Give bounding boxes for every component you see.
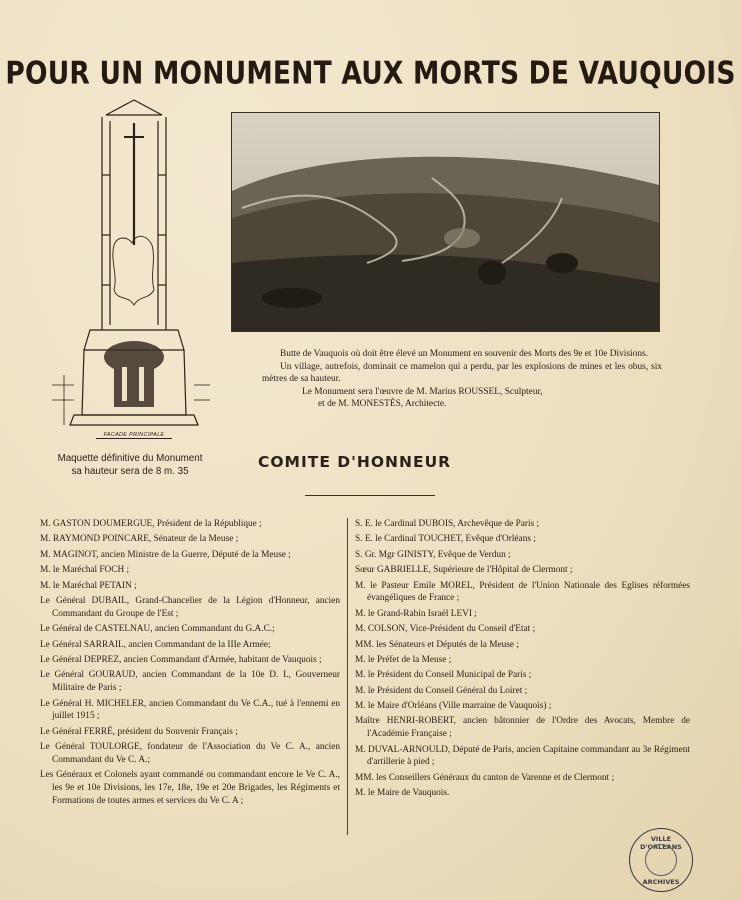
right-column bbox=[355, 518, 690, 803]
stamp-bottom-text: ARCHIVES bbox=[642, 878, 680, 886]
list-item: Les Généraux et Colonels ayant commandé ou commandant encore le Ve C. A., les 9e et 10e Divisions, les 17e, 18e, 19e et 20e Brigades, les Régiments et Formations de toutes armes et services du Ve C. A ; bbox=[40, 770, 340, 806]
list-item: MM. les Sénateurs et Députés de la Meuse ; bbox=[355, 639, 519, 650]
monument-plan-label: FACADE PRINCIPALE bbox=[96, 432, 172, 439]
archive-stamp bbox=[629, 828, 693, 892]
list-item: M. le Maire de Vauquois. bbox=[355, 788, 450, 799]
list-item: M. le Préfet de la Meuse ; bbox=[355, 654, 452, 665]
monument-caption-line-2: sa hauteur sera de 8 m. 35 bbox=[71, 466, 189, 477]
list-item: Le Général H. MICHELER, ancien Commandant du Ve C.A., tué à l'ennemi en juillet 1915 ; bbox=[40, 698, 340, 722]
list-item: Le Général FERRÉ, président du Souvenir Français ; bbox=[40, 726, 238, 737]
landscape-photo-icon bbox=[232, 113, 659, 331]
photo-caption-line: Un village, autrefois, dominait ce mamelon qui a perdu, par les explosions de mines et les obus, six mètres de sa hauteur. bbox=[262, 361, 662, 384]
list-item: Le Général de CASTELNAU, ancien Commandant du G.A.C.; bbox=[40, 624, 275, 635]
list-item: MM. les Conseillers Généraux du canton de Varenne et de Clermont ; bbox=[355, 772, 615, 783]
list-item: S. E. le Cardinal TOUCHET, Evêque d'Orléans ; bbox=[355, 534, 536, 545]
list-item: M. DUVAL-ARNOULD, Député de Paris, ancien Capitaine commandant au 3e Régiment d'artillerie à pied ; bbox=[355, 744, 690, 768]
list-item: Le Général SARRAIL, ancien Commandant de la IIIe Armée; bbox=[40, 639, 271, 650]
page-title: POUR UN MONUMENT AUX MORTS DE VAUQUOIS bbox=[5, 55, 736, 92]
stamp-inner-ring bbox=[645, 844, 677, 876]
list-item: Le Général DUBAIL, Grand-Chancelier de la Légion d'Honneur, ancien Commandant du Groupe de l'Est ; bbox=[40, 595, 340, 619]
list-item: Le Général TOULORGE, fondateur de l'Association du Ve C. A., ancien Commandant du Ve C. A.; bbox=[40, 742, 340, 765]
list-item: Le Général GOURAUD, ancien Commandant de la 10e D. I., Gouverneur Militaire de Paris ; bbox=[40, 670, 340, 694]
list-item: M. le Pasteur Emile MOREL, Président de l'Union Nationale des Eglises réformées évangéliques de France ; bbox=[355, 580, 690, 604]
divider bbox=[305, 495, 435, 496]
vauquois-photo bbox=[231, 112, 660, 332]
photo-caption bbox=[262, 348, 662, 411]
list-item: Sœur GABRIELLE, Supérieure de l'Hôpital de Clermont ; bbox=[355, 565, 573, 576]
monument-caption bbox=[40, 452, 220, 478]
list-item: Le Général DEPREZ, ancien Commandant d'Armée, habitant de Vauquois ; bbox=[40, 654, 322, 665]
list-item: M. le Maréchal PETAIN ; bbox=[40, 580, 137, 591]
monument-sketch-icon bbox=[44, 95, 214, 440]
list-item: M. le Président du Conseil Municipal de Paris ; bbox=[355, 670, 532, 681]
list-item: Maître HENRI-ROBERT, ancien bâtonnier de l'Ordre des Avocats, Membre de l'Académie Française ; bbox=[355, 716, 690, 740]
list-item: M. le Président du Conseil Général du Loiret ; bbox=[355, 685, 528, 696]
list-item: M. le Maréchal FOCH ; bbox=[40, 565, 130, 576]
monument-caption-line-1: Maquette définitive du Monument bbox=[57, 453, 203, 464]
stamp-top-text: VILLE D'ORLEANS bbox=[640, 835, 682, 851]
list-item: M. COLSON, Vice-Président du Conseil d'Etat ; bbox=[355, 624, 536, 635]
list-item: M. MAGINOT, ancien Ministre de la Guerre, Député de la Meuse ; bbox=[40, 549, 291, 560]
column-divider bbox=[347, 518, 348, 835]
photo-caption-line: Butte de Vauquois où doit être élevé un Monument en souvenir des Morts des 9e et 10e Divisions. bbox=[280, 349, 648, 359]
monument-drawing bbox=[44, 95, 214, 440]
committee-heading: COMITE D'HONNEUR bbox=[258, 453, 452, 471]
list-item: M. RAYMOND POINCARE, Sénateur de la Meuse ; bbox=[40, 534, 239, 545]
list-item: M. le Grand-Rabin Israël LEVI ; bbox=[355, 608, 477, 619]
list-item: S. E. le Cardinal DUBOIS, Archevêque de Paris ; bbox=[355, 519, 540, 529]
list-item: M. le Maire d'Orléans (Ville marraine de Vauquois) ; bbox=[355, 701, 552, 712]
photo-caption-line: et de M. MONESTÈS, Architecte. bbox=[318, 399, 447, 409]
list-item: S. Gr. Mgr GINISTY, Evêque de Verdun ; bbox=[355, 549, 511, 560]
list-item: M. GASTON DOUMERGUE, Président de la République ; bbox=[40, 519, 262, 529]
left-column bbox=[40, 518, 340, 810]
photo-caption-line: Le Monument sera l'œuvre de M. Marius ROUSSEL, Sculpteur, bbox=[302, 386, 543, 397]
